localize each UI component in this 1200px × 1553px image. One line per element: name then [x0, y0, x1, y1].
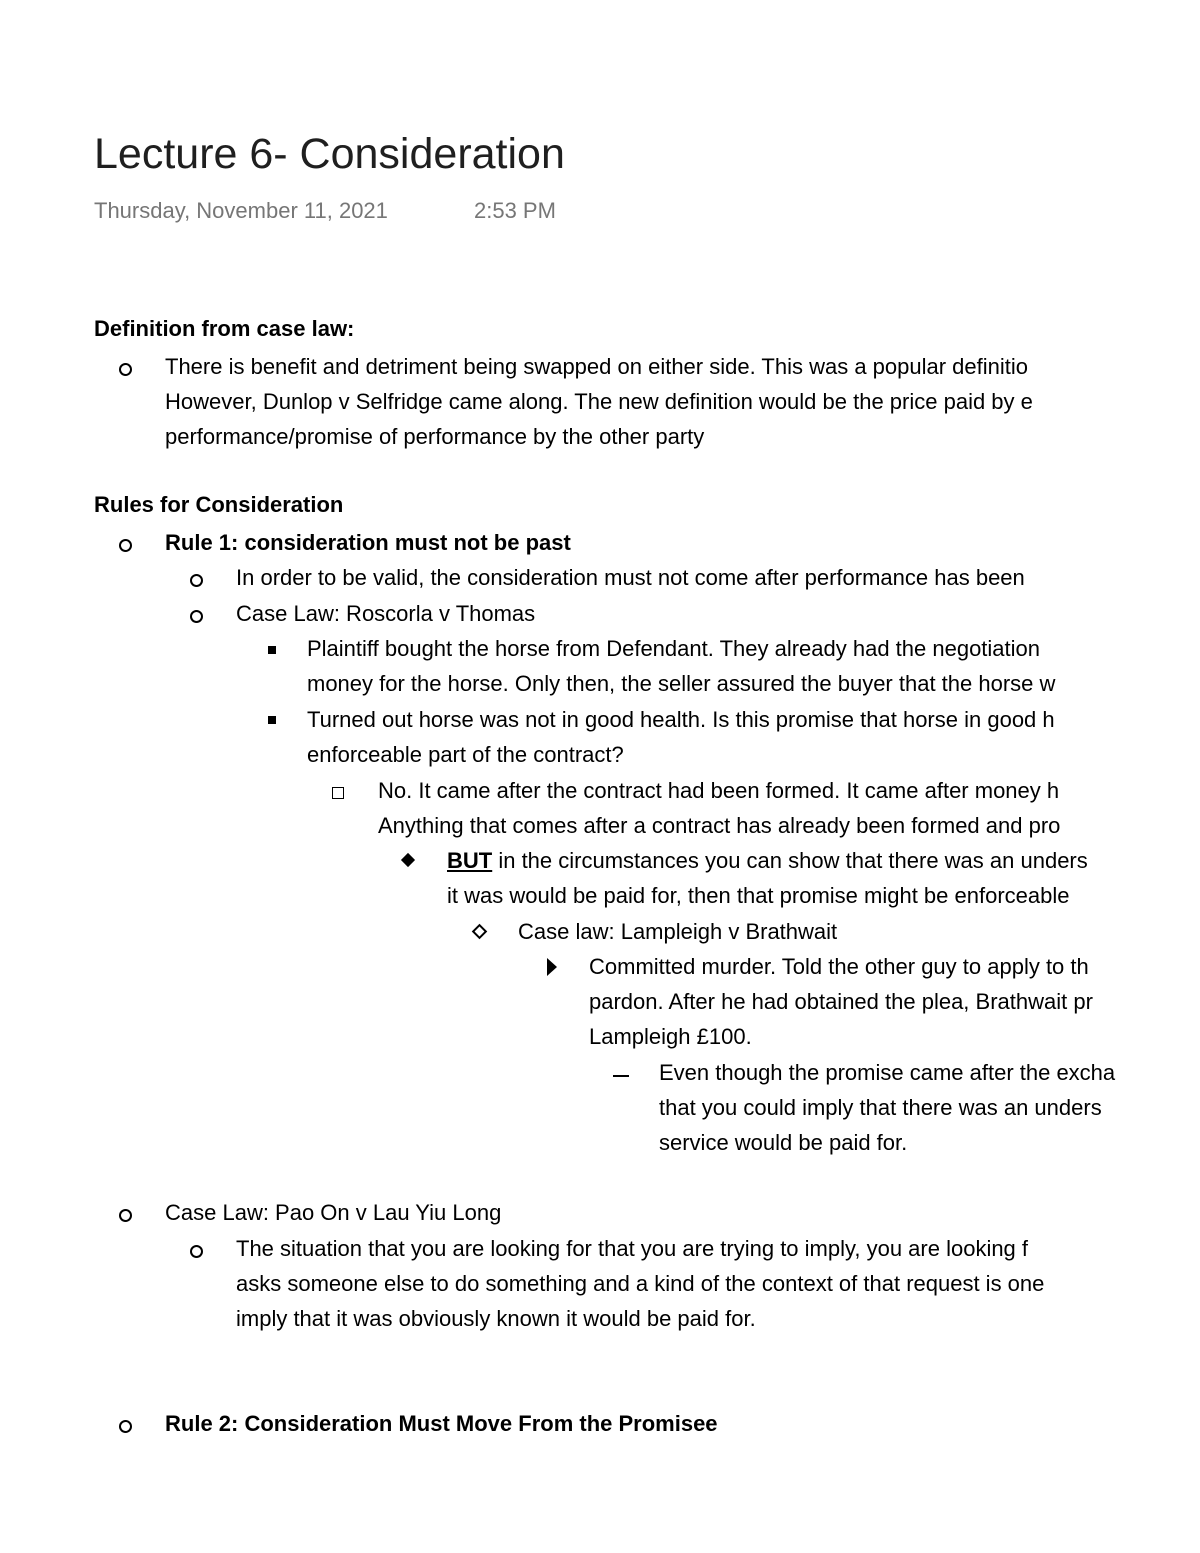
lampleigh-facts: Committed murder. Told the other guy to apply to th pardon. After he had obtained the plea, Brathwait pr Lampleigh £100. — [589, 954, 1093, 1049]
dash-bullet-icon — [613, 1075, 629, 1077]
roscorla-facts: Plaintiff bought the horse from Defendant. They already had the negotiation money for the horse. Only then, the seller assured the buyer that the horse w — [307, 636, 1056, 696]
circle-bullet-icon — [119, 363, 132, 376]
rules-heading: Rules for Consideration — [94, 492, 344, 517]
but-exception: BUT in the circumstances you can show that there was an unders it was would be paid for, then that promise might be enforceable — [447, 848, 1088, 908]
definition-paragraph: There is benefit and detriment being swapped on either side. This was a popular definitio However, Dunlop v Selfridge came along. The new definition would be the price paid by e performance/promise of performance by the other party — [165, 354, 1033, 449]
pao-on-explanation: The situation that you are looking for that you are trying to imply, you are looking f asks someone else to do something and a kind of the context of that request is one imply that it was obviously known it would be paid for. — [236, 1236, 1045, 1331]
lampleigh-holding: Even though the promise came after the excha that you could imply that there was an unders service would be paid for. — [659, 1060, 1116, 1155]
open-diamond-bullet-icon — [472, 924, 488, 940]
roscorla-question: Turned out horse was not in good health. Is this promise that horse in good h enforceable part of the contract? — [307, 707, 1055, 767]
case-pao-on: Case Law: Pao On v Lau Yiu Long — [165, 1200, 502, 1225]
circle-bullet-icon — [119, 1209, 132, 1222]
roscorla-answer: No. It came after the contract had been formed. It came after money h Anything that comes after a contract has already been formed and pro — [378, 778, 1061, 838]
circle-bullet-icon — [119, 1420, 132, 1433]
hollow-square-bullet-icon — [332, 787, 344, 799]
square-bullet-icon — [268, 716, 276, 724]
rule-2-title: Rule 2: Consideration Must Move From the Promisee — [165, 1411, 718, 1436]
diamond-bullet-icon — [401, 853, 415, 867]
note-date: Thursday, November 11, 2021 — [94, 198, 388, 223]
note-time: 2:53 PM — [474, 198, 556, 223]
circle-bullet-icon — [190, 1245, 203, 1258]
case-roscorla: Case Law: Roscorla v Thomas — [236, 601, 536, 626]
rule-1-title: Rule 1: consideration must not be past — [165, 530, 571, 555]
circle-bullet-icon — [190, 610, 203, 623]
square-bullet-icon — [268, 646, 276, 654]
triangle-bullet-icon — [547, 958, 557, 976]
page-title: Lecture 6- Consideration — [94, 130, 565, 178]
rule-1-validity: In order to be valid, the consideration must not come after performance has been — [236, 565, 1025, 590]
definition-heading: Definition from case law: — [94, 316, 355, 341]
circle-bullet-icon — [190, 574, 203, 587]
case-lampleigh: Case law: Lampleigh v Brathwait — [518, 919, 838, 944]
circle-bullet-icon — [119, 539, 132, 552]
